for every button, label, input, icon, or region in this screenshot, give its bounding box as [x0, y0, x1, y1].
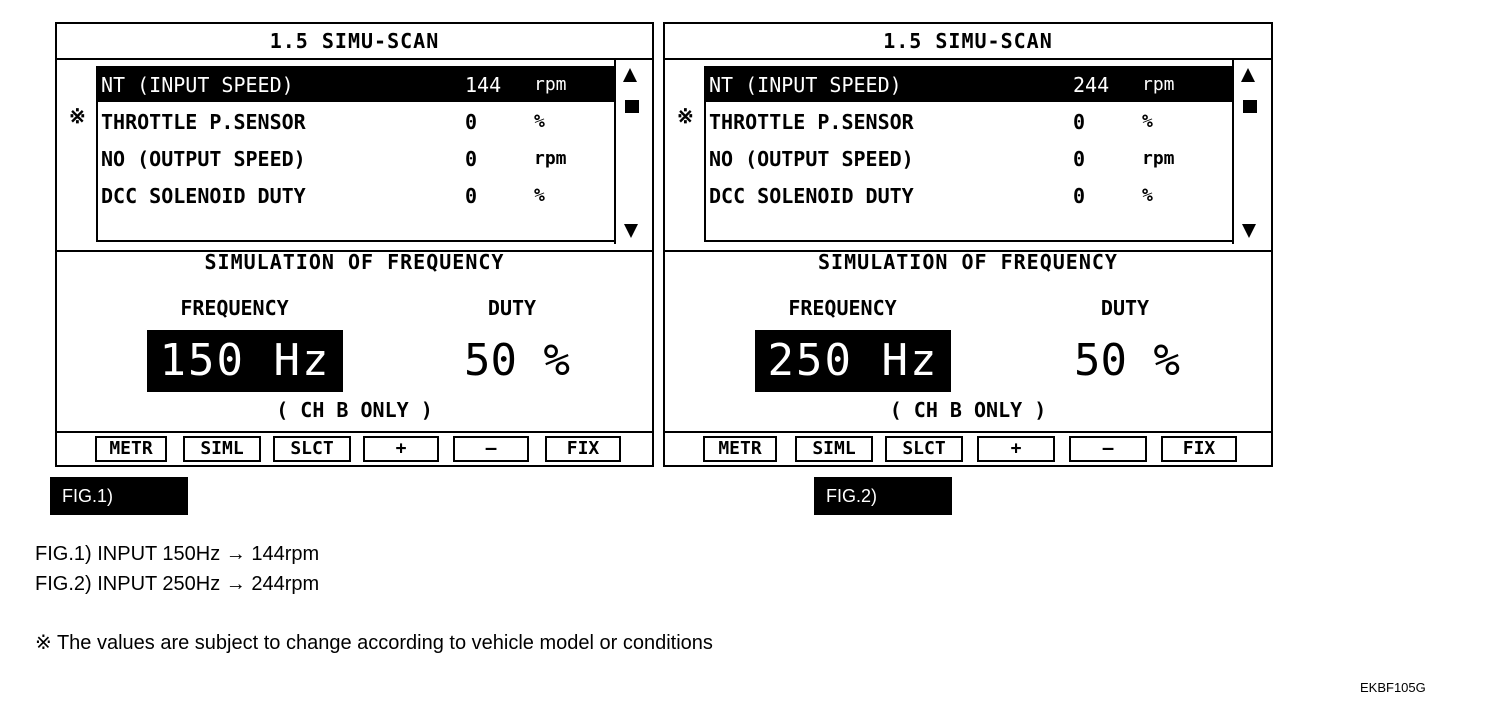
fix-button[interactable]: FIX	[1161, 436, 1237, 462]
caption-line-1: FIG.1) INPUT 150Hz → 144rpm	[35, 543, 320, 565]
row-label: NO (OUTPUT SPEED)	[101, 147, 306, 171]
row-label: NT (INPUT SPEED)	[101, 73, 294, 97]
list-item-dcc-solenoid-duty[interactable]	[98, 179, 614, 213]
metr-button[interactable]: METR	[95, 436, 167, 462]
row-value: 0	[465, 147, 478, 171]
figure-tag-1: FIG.1)	[50, 477, 188, 515]
scroll-thumb[interactable]	[1243, 100, 1257, 113]
scan-screen-1	[55, 22, 654, 467]
duty-value[interactable]: 50 %	[1074, 335, 1180, 386]
row-value: 0	[1073, 184, 1086, 208]
selection-marker-icon: ※	[69, 104, 86, 128]
row-label: DCC SOLENOID DUTY	[101, 184, 306, 208]
scroll-down-arrow-icon[interactable]	[1242, 224, 1256, 238]
row-value: 0	[465, 110, 478, 134]
row-unit: %	[534, 185, 545, 206]
metr-button[interactable]: METR	[703, 436, 777, 462]
row-label: NT (INPUT SPEED)	[709, 73, 902, 97]
figure-tag-2: FIG.2)	[814, 477, 952, 515]
scroll-up-arrow-icon[interactable]	[623, 68, 637, 82]
duty-label: DUTY	[487, 296, 537, 320]
figure-code: EKBF105G	[1360, 680, 1426, 695]
row-unit: rpm	[534, 148, 567, 169]
row-value: 0	[465, 184, 478, 208]
duty-label: DUTY	[1100, 296, 1150, 320]
row-value: 0	[1073, 147, 1086, 171]
row-value: 0	[1073, 110, 1086, 134]
plus-button[interactable]: +	[977, 436, 1055, 462]
row-unit: %	[534, 111, 545, 132]
row-label: NO (OUTPUT SPEED)	[709, 147, 914, 171]
row-label: DCC SOLENOID DUTY	[709, 184, 914, 208]
data-list	[96, 66, 614, 242]
scroll-thumb[interactable]	[625, 100, 639, 113]
row-unit: %	[1142, 111, 1153, 132]
plus-button[interactable]: +	[363, 436, 439, 462]
frequency-label: FREQUENCY	[180, 296, 289, 320]
list-item-no-output-speed[interactable]	[98, 142, 614, 176]
caption-line-2: FIG.2) INPUT 250Hz → 244rpm	[35, 573, 320, 595]
channel-note: ( CH B ONLY )	[889, 398, 1047, 422]
scrollbar[interactable]	[1232, 60, 1268, 244]
row-label: THROTTLE P.SENSOR	[709, 110, 914, 134]
slct-button[interactable]: SLCT	[885, 436, 963, 462]
row-label: THROTTLE P.SENSOR	[101, 110, 306, 134]
data-list-area	[57, 60, 652, 252]
screen-title: 1.5 SIMU-SCAN	[57, 24, 652, 60]
simulation-title: SIMULATION OF FREQUENCY	[818, 250, 1118, 274]
scan-screen-2	[663, 22, 1273, 467]
screen-title: 1.5 SIMU-SCAN	[665, 24, 1271, 60]
slct-button[interactable]: SLCT	[273, 436, 351, 462]
list-item-nt-input-speed[interactable]	[706, 68, 1232, 102]
row-value: 244	[1073, 73, 1110, 97]
row-value: 144	[465, 73, 502, 97]
scroll-down-arrow-icon[interactable]	[624, 224, 638, 238]
function-key-bar	[57, 431, 652, 465]
list-item-nt-input-speed[interactable]	[98, 68, 614, 102]
minus-button[interactable]: —	[453, 436, 529, 462]
function-key-bar	[665, 431, 1271, 465]
list-item-throttle-sensor[interactable]	[706, 105, 1232, 139]
data-list-area	[665, 60, 1271, 252]
duty-value[interactable]: 50 %	[464, 335, 570, 386]
simulation-title: SIMULATION OF FREQUENCY	[204, 250, 505, 274]
frequency-value[interactable]: 250 Hz	[755, 330, 951, 392]
minus-button[interactable]: —	[1069, 436, 1147, 462]
frequency-value[interactable]: 150 Hz	[147, 330, 343, 392]
scrollbar[interactable]	[614, 60, 650, 244]
siml-button[interactable]: SIML	[795, 436, 873, 462]
list-item-no-output-speed[interactable]	[706, 142, 1232, 176]
row-unit: rpm	[1142, 148, 1175, 169]
frequency-label: FREQUENCY	[788, 296, 897, 320]
row-unit: rpm	[534, 74, 567, 95]
caption-note: ※ The values are subject to change according to vehicle model or conditions	[35, 632, 713, 654]
selection-marker-icon: ※	[677, 104, 694, 128]
fix-button[interactable]: FIX	[545, 436, 621, 462]
list-item-throttle-sensor[interactable]	[98, 105, 614, 139]
siml-button[interactable]: SIML	[183, 436, 261, 462]
scroll-up-arrow-icon[interactable]	[1241, 68, 1255, 82]
row-unit: rpm	[1142, 74, 1175, 95]
list-item-dcc-solenoid-duty[interactable]	[706, 179, 1232, 213]
row-unit: %	[1142, 185, 1153, 206]
channel-note: ( CH B ONLY )	[276, 398, 433, 422]
data-list	[704, 66, 1232, 242]
